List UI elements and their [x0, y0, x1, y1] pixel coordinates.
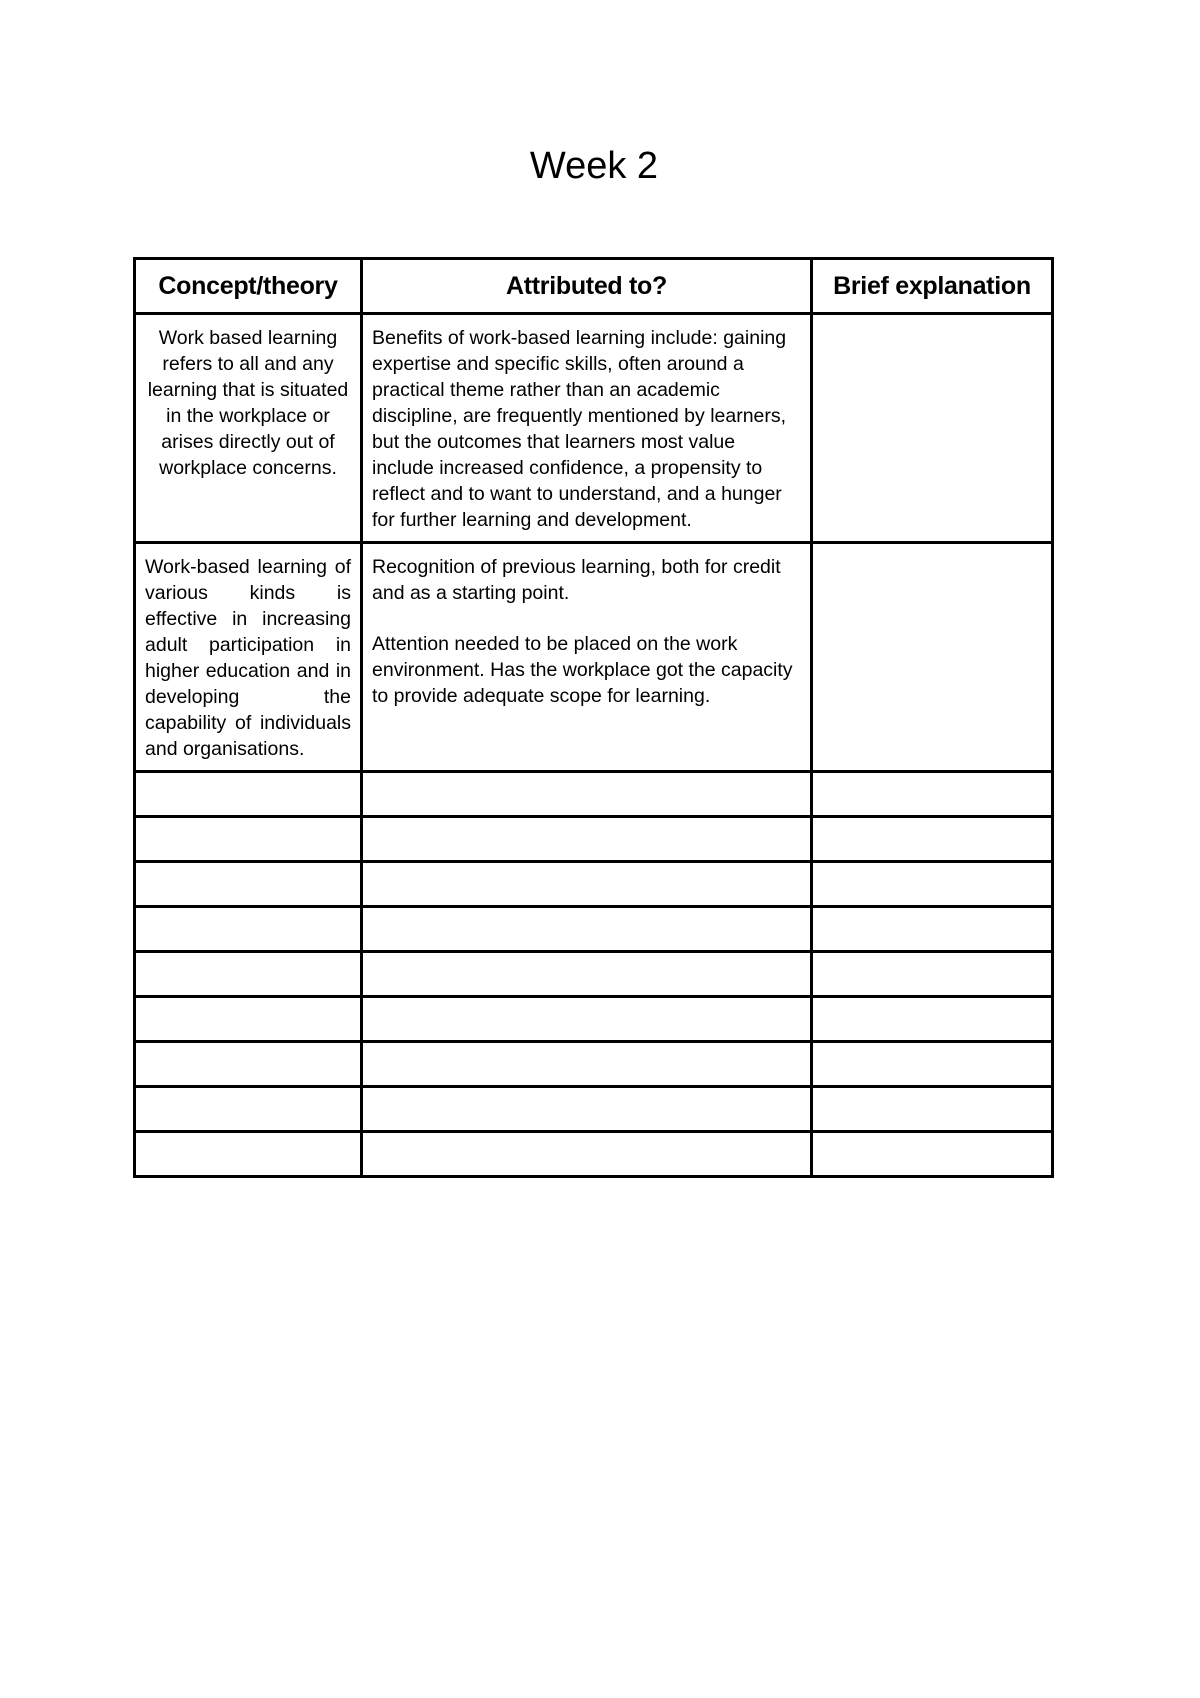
empty-explanation-cell[interactable]	[812, 1087, 1053, 1132]
empty-table-row	[135, 997, 1053, 1042]
empty-explanation-cell[interactable]	[812, 1042, 1053, 1087]
concept-cell[interactable]: Work based learning refers to all and any learning that is situated in the workplace or arises directly out of workplace concerns.	[135, 314, 362, 543]
empty-table-row	[135, 772, 1053, 817]
empty-attributed-cell[interactable]	[362, 997, 812, 1042]
empty-concept-cell[interactable]	[135, 862, 362, 907]
table-header-row	[135, 259, 1053, 314]
empty-attributed-cell[interactable]	[362, 817, 812, 862]
header-attributed-to: Attributed to?	[362, 259, 812, 314]
explanation-cell[interactable]	[812, 543, 1053, 772]
header-brief-explanation: Brief explanation	[812, 259, 1053, 314]
empty-explanation-cell[interactable]	[812, 772, 1053, 817]
attributed-cell[interactable]	[362, 314, 812, 543]
attributed-paragraph: Recognition of previous learning, both for credit and as a starting point.	[372, 556, 781, 604]
empty-concept-cell[interactable]	[135, 997, 362, 1042]
empty-attributed-cell[interactable]	[362, 1042, 812, 1087]
empty-table-row	[135, 1042, 1053, 1087]
empty-explanation-cell[interactable]	[812, 1132, 1053, 1177]
empty-attributed-cell[interactable]	[362, 862, 812, 907]
header-concept-theory: Concept/theory	[135, 259, 362, 314]
empty-concept-cell[interactable]	[135, 772, 362, 817]
empty-concept-cell[interactable]	[135, 1132, 362, 1177]
explanation-cell[interactable]	[812, 314, 1053, 543]
attributed-paragraph: Benefits of work-based learning include: gaining expertise and specific skills, often around a practical theme rather than an academic discipline, are frequently mentioned by learners, but the outcomes that learners most value include increased confidence, a propensity to reflect and to want to understand, and a hunger for further learning and development.	[372, 327, 787, 531]
concept-cell[interactable]: Work-based learning of various kinds is effective in increasing adult participation in higher education and in developing the capability of individuals and organisations.	[135, 543, 362, 772]
empty-attributed-cell[interactable]	[362, 1132, 812, 1177]
empty-table-row	[135, 1087, 1053, 1132]
empty-table-row	[135, 907, 1053, 952]
empty-table-row	[135, 952, 1053, 997]
empty-concept-cell[interactable]	[135, 817, 362, 862]
empty-explanation-cell[interactable]	[812, 862, 1053, 907]
empty-explanation-cell[interactable]	[812, 817, 1053, 862]
page-title: Week 2	[529, 145, 659, 187]
table-row	[135, 314, 1053, 543]
empty-attributed-cell[interactable]	[362, 952, 812, 997]
empty-concept-cell[interactable]	[135, 1087, 362, 1132]
attributed-cell[interactable]	[362, 543, 812, 772]
empty-concept-cell[interactable]	[135, 1042, 362, 1087]
empty-attributed-cell[interactable]	[362, 1087, 812, 1132]
empty-table-row	[135, 1132, 1053, 1177]
empty-table-row	[135, 862, 1053, 907]
empty-explanation-cell[interactable]	[812, 907, 1053, 952]
empty-attributed-cell[interactable]	[362, 772, 812, 817]
attributed-paragraph: Attention needed to be placed on the work environment. Has the workplace got the capacity to provide adequate scope for learning.	[372, 633, 793, 707]
empty-explanation-cell[interactable]	[812, 997, 1053, 1042]
table-row	[135, 543, 1053, 772]
empty-table-row	[135, 817, 1053, 862]
concept-table	[133, 257, 1054, 1178]
empty-explanation-cell[interactable]	[812, 952, 1053, 997]
empty-concept-cell[interactable]	[135, 952, 362, 997]
empty-concept-cell[interactable]	[135, 907, 362, 952]
empty-attributed-cell[interactable]	[362, 907, 812, 952]
